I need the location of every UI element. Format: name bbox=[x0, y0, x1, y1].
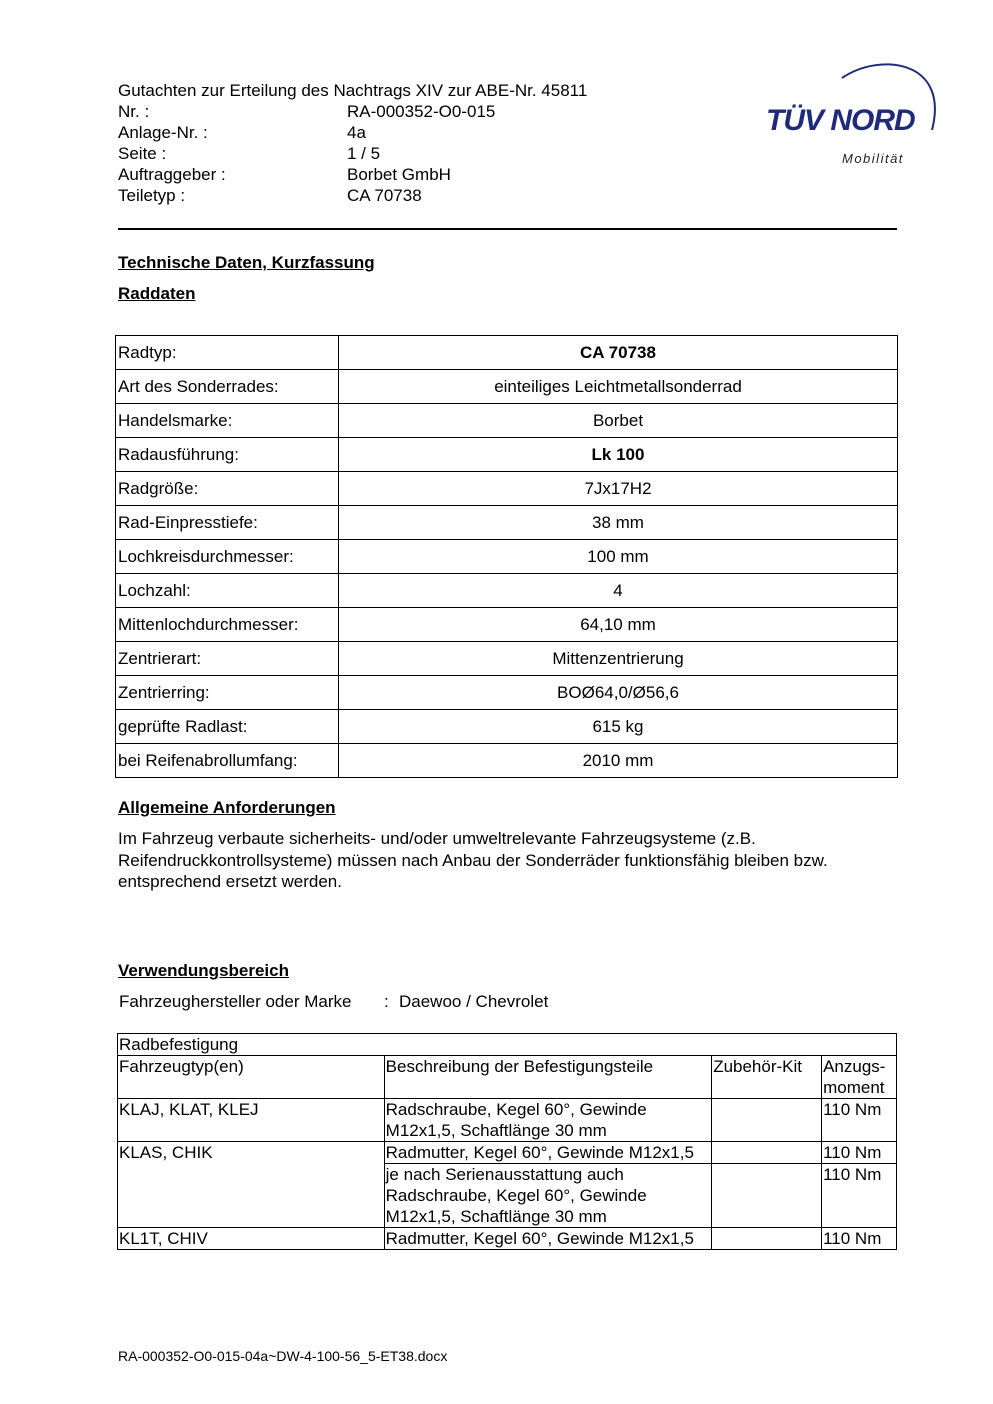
spec-key: Mittenlochdurchmesser: bbox=[116, 608, 339, 642]
spec-value: 38 mm bbox=[339, 506, 898, 540]
table-row bbox=[116, 472, 898, 506]
header-value-seite: 1 / 5 bbox=[347, 144, 381, 163]
section-title-general: Allgemeine Anforderungen bbox=[118, 798, 336, 817]
footer-filename: RA-000352-O0-015-04a~DW-4-100-56_5-ET38.docx bbox=[118, 1348, 448, 1364]
spec-key: Zentrierring: bbox=[116, 676, 339, 710]
manufacturer-separator: : bbox=[384, 992, 389, 1011]
spec-value: Lk 100 bbox=[339, 438, 898, 472]
mounting-cell-kit bbox=[712, 1164, 822, 1228]
spec-key: Handelsmarke: bbox=[116, 404, 339, 438]
mounting-cell-kit bbox=[712, 1099, 822, 1142]
wheel-spec-table bbox=[115, 335, 898, 778]
mounting-cell-types: KL1T, CHIV bbox=[118, 1228, 385, 1250]
spec-value: BOØ64,0/Ø56,6 bbox=[339, 676, 898, 710]
spec-value: 615 kg bbox=[339, 710, 898, 744]
mounting-cell-torque: 110 Nm bbox=[822, 1164, 897, 1228]
tuev-nord-logo bbox=[760, 58, 940, 173]
spec-key: Rad-Einpresstiefe: bbox=[116, 506, 339, 540]
table-row bbox=[116, 608, 898, 642]
table-row bbox=[118, 1099, 897, 1142]
spec-value: 7Jx17H2 bbox=[339, 472, 898, 506]
spec-key: Art des Sonderrades: bbox=[116, 370, 339, 404]
table-row bbox=[116, 540, 898, 574]
header-label-anlage: Anlage-Nr. : bbox=[118, 123, 208, 142]
mounting-cell-kit bbox=[712, 1142, 822, 1164]
mounting-header-description: Beschreibung der Befestigungsteile bbox=[384, 1056, 712, 1099]
mounting-cell-types: KLAS, CHIK bbox=[118, 1142, 385, 1228]
table-row bbox=[116, 642, 898, 676]
spec-value: einteiliges Leichtmetallsonderrad bbox=[339, 370, 898, 404]
spec-key: Radgröße: bbox=[116, 472, 339, 506]
spec-value: 2010 mm bbox=[339, 744, 898, 778]
mounting-header-types: Fahrzeugtyp(en) bbox=[118, 1056, 385, 1099]
table-row bbox=[116, 506, 898, 540]
spec-value: 100 mm bbox=[339, 540, 898, 574]
section-title-wheel-data: Raddaten bbox=[118, 284, 196, 303]
document-title: Gutachten zur Erteilung des Nachtrags XIV zur ABE-Nr. 45811 bbox=[118, 81, 588, 100]
table-row bbox=[116, 710, 898, 744]
mounting-cell-kit bbox=[712, 1228, 822, 1250]
mounting-cell-description: Radmutter, Kegel 60°, Gewinde M12x1,5 bbox=[384, 1228, 712, 1250]
mounting-cell-description: je nach Serienausstattung auch Radschraube, Kegel 60°, Gewinde M12x1,5, Schaftlänge 30 mm bbox=[384, 1164, 712, 1228]
spec-key: Lochzahl: bbox=[116, 574, 339, 608]
spec-key: Radtyp: bbox=[116, 336, 339, 370]
table-row bbox=[116, 370, 898, 404]
mounting-cell-torque: 110 Nm bbox=[822, 1099, 897, 1142]
spec-key: bei Reifenabrollumfang: bbox=[116, 744, 339, 778]
header-divider bbox=[118, 228, 897, 230]
mounting-header-torque: Anzugs-moment bbox=[822, 1056, 897, 1099]
spec-value: 4 bbox=[339, 574, 898, 608]
mounting-cell-torque: 110 Nm bbox=[822, 1228, 897, 1250]
spec-key: Radausführung: bbox=[116, 438, 339, 472]
header-value-teiletyp: CA 70738 bbox=[347, 186, 422, 205]
spec-value: CA 70738 bbox=[339, 336, 898, 370]
wheel-mounting-table bbox=[117, 1033, 897, 1250]
mounting-header-kit: Zubehör-Kit bbox=[712, 1056, 822, 1099]
header-label-teiletyp: Teiletyp : bbox=[118, 186, 186, 205]
header-label-auftraggeber: Auftraggeber : bbox=[118, 165, 226, 184]
section-title-usage: Verwendungsbereich bbox=[118, 961, 289, 980]
spec-key: Lochkreisdurchmesser: bbox=[116, 540, 339, 574]
manufacturer-value: Daewoo / Chevrolet bbox=[399, 992, 549, 1011]
table-row bbox=[118, 1142, 897, 1164]
mounting-table-header-row bbox=[118, 1056, 897, 1099]
section-title-technical: Technische Daten, Kurzfassung bbox=[118, 253, 375, 272]
mounting-table-title: Radbefestigung bbox=[118, 1034, 897, 1056]
mounting-cell-torque: 110 Nm bbox=[822, 1142, 897, 1164]
table-row bbox=[116, 676, 898, 710]
logo-brand-text: TÜV NORD bbox=[766, 104, 915, 137]
spec-value: Borbet bbox=[339, 404, 898, 438]
header-value-nr: RA-000352-O0-015 bbox=[347, 102, 496, 121]
table-row bbox=[116, 336, 898, 370]
header-value-anlage: 4a bbox=[347, 123, 366, 142]
spec-key: Zentrierart: bbox=[116, 642, 339, 676]
spec-key: geprüfte Radlast: bbox=[116, 710, 339, 744]
table-row bbox=[116, 574, 898, 608]
table-row bbox=[118, 1228, 897, 1250]
spec-value: Mittenzentrierung bbox=[339, 642, 898, 676]
mounting-cell-description: Radschraube, Kegel 60°, Gewinde M12x1,5, Schaftlänge 30 mm bbox=[384, 1099, 712, 1142]
header-label-nr: Nr. : bbox=[118, 102, 150, 121]
header-label-seite: Seite : bbox=[118, 144, 167, 163]
spec-value: 64,10 mm bbox=[339, 608, 898, 642]
table-row bbox=[116, 404, 898, 438]
mounting-cell-description: Radmutter, Kegel 60°, Gewinde M12x1,5 bbox=[384, 1142, 712, 1164]
logo-sub-text: Mobilität bbox=[842, 151, 904, 166]
header-value-auftraggeber: Borbet GmbH bbox=[347, 165, 451, 184]
mounting-cell-types: KLAJ, KLAT, KLEJ bbox=[118, 1099, 385, 1142]
table-row bbox=[116, 744, 898, 778]
general-requirements-text: Im Fahrzeug verbaute sicherheits- und/oder umweltrelevante Fahrzeugsysteme (z.B. Reifendruckkontrollsysteme) müssen nach Anbau der Sonderräder funktionsfähig bleiben bzw. entsprechend ersetzt werden. bbox=[118, 829, 828, 891]
manufacturer-label: Fahrzeughersteller oder Marke bbox=[119, 992, 352, 1011]
table-row bbox=[116, 438, 898, 472]
